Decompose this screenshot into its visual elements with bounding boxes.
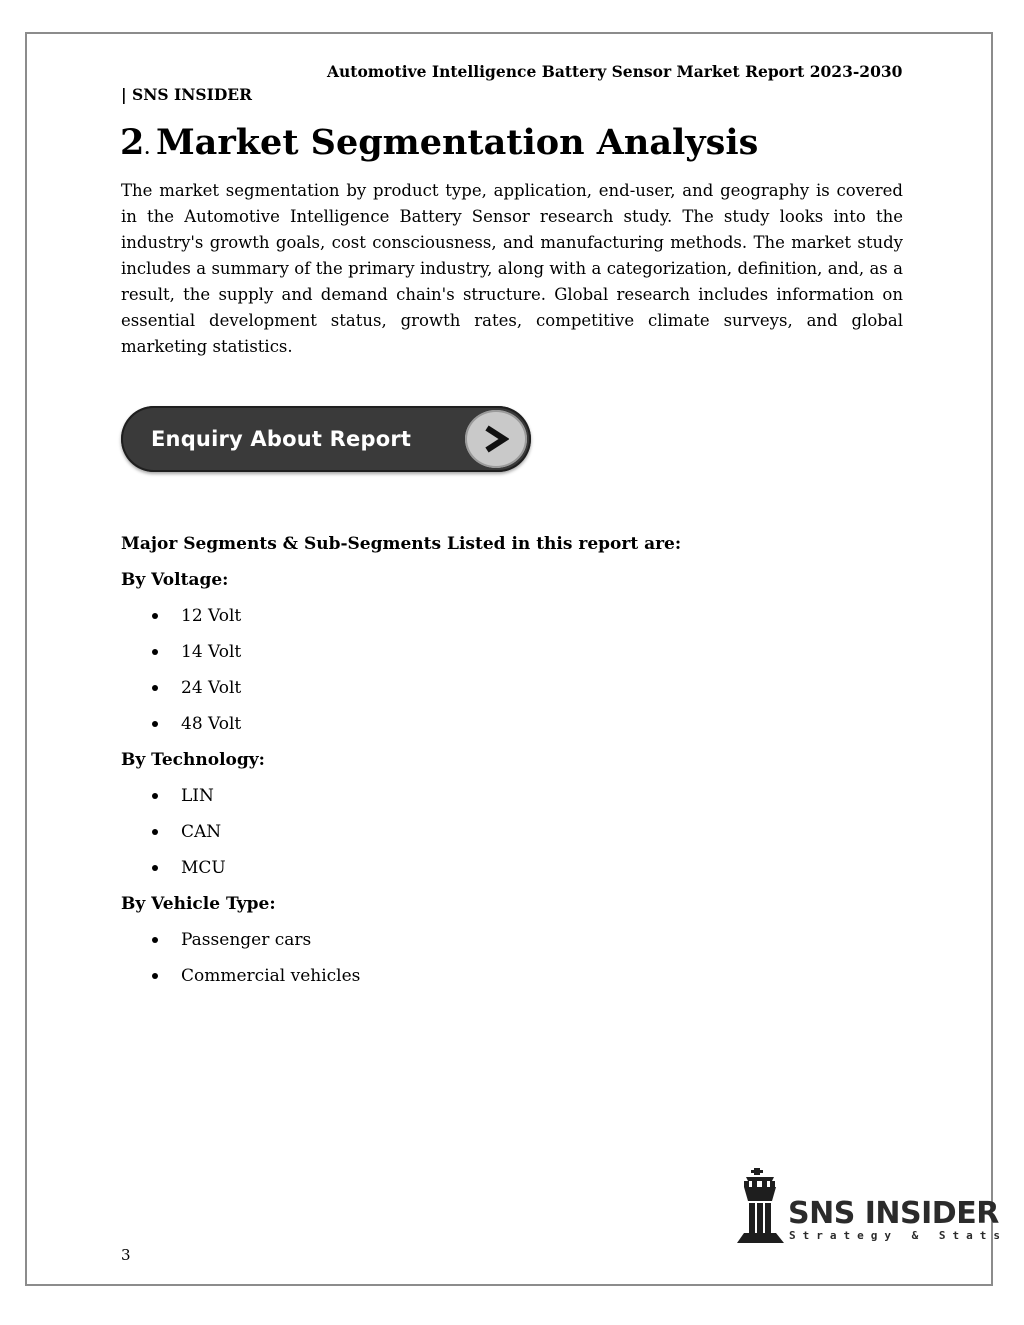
chess-king-icon: [734, 1167, 786, 1247]
section-number-separator: .: [144, 139, 150, 158]
enquiry-button-label: Enquiry About Report: [151, 427, 412, 451]
chevron-right-icon: [465, 410, 527, 468]
bullet-icon: [152, 973, 158, 979]
segment-group-title-voltage: By Voltage:: [121, 570, 229, 590]
bullet-icon: [152, 829, 158, 835]
list-item: CAN: [121, 814, 903, 850]
logo-wordmark: SNS INSIDER: [788, 1196, 999, 1231]
segment-list-technology: [121, 778, 903, 886]
list-item: Passenger cars: [121, 922, 903, 958]
section-title: [120, 120, 758, 172]
logo-tagline: Strategy & Stats: [789, 1229, 1007, 1242]
enquiry-about-report-button[interactable]: [121, 406, 531, 472]
bullet-icon: [152, 685, 158, 691]
list-item: 24 Volt: [121, 670, 903, 706]
list-item: 14 Volt: [121, 634, 903, 670]
page-number: 3: [121, 1246, 131, 1264]
running-header: Automotive Intelligence Battery Sensor Market Report 2023-2030 | SNS INSIDER: [121, 62, 903, 104]
segment-list-voltage: [121, 598, 903, 742]
bullet-icon: [152, 865, 158, 871]
bullet-icon: [152, 649, 158, 655]
segments-heading: Major Segments & Sub-Segments Listed in this report are:: [121, 534, 682, 554]
list-item: 12 Volt: [121, 598, 903, 634]
section-number: 2: [120, 122, 145, 163]
bullet-icon: [152, 721, 158, 727]
sns-insider-logo: [734, 1167, 1007, 1247]
segments-section: [121, 526, 903, 994]
bullet-icon: [152, 613, 158, 619]
section-title-text: Market Segmentation Analysis: [155, 122, 759, 163]
bullet-icon: [152, 937, 158, 943]
list-item: Commercial vehicles: [121, 958, 903, 994]
segment-group-title-technology: By Technology:: [121, 750, 265, 770]
list-item: 48 Volt: [121, 706, 903, 742]
intro-paragraph: The market segmentation by product type, application, end-user, and geography is covered in the Automotive Intelligence Battery Sensor research study. The study looks into the industry's growth goals, cost consciousness, and manufacturing methods. The market study includes a summary of the primary industry, along with a categorization, definition, and, as a result, the supply and demand chain's structure. Global research includes information on essential development status, growth rates, competitive climate surveys, and global marketing statistics.: [121, 181, 903, 356]
bullet-icon: [152, 793, 158, 799]
list-item: MCU: [121, 850, 903, 886]
segment-list-vehicle-type: [121, 922, 903, 994]
segment-group-title-vehicle-type: By Vehicle Type:: [121, 894, 276, 914]
list-item: LIN: [121, 778, 903, 814]
